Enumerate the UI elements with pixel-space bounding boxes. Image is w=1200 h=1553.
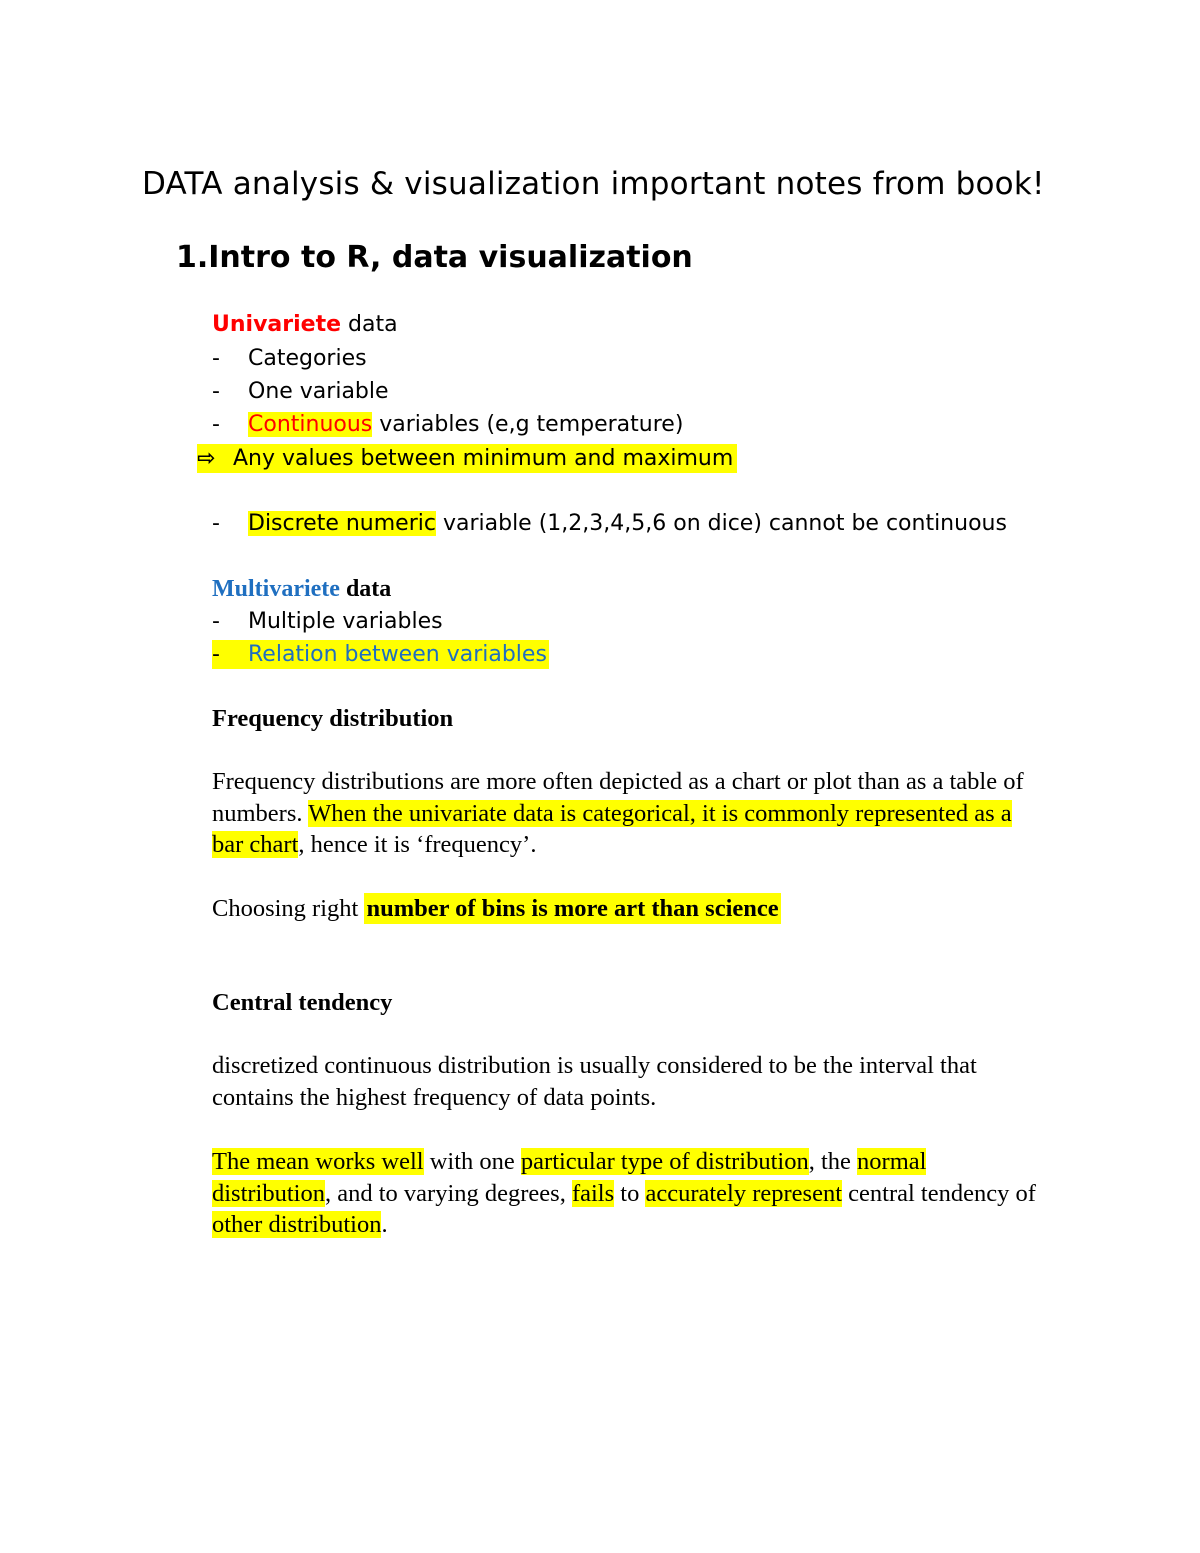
mean-text: , the xyxy=(808,1148,858,1175)
list-item-text: One variable xyxy=(248,379,389,404)
discrete-rest: variable (1,2,3,4,5,6 on dice) cannot be continuous xyxy=(435,511,1007,536)
document-title: DATA analysis & visualization important notes from book! xyxy=(142,166,1045,202)
list-item xyxy=(212,640,549,669)
list-item xyxy=(212,346,367,371)
continuous-rest: variables (e,g temperature) xyxy=(372,412,684,437)
arrow-note-text: Any values between minimum and maximum xyxy=(233,446,734,471)
mean-text: to xyxy=(614,1179,646,1207)
list-item-text: Multiple variables xyxy=(248,609,443,634)
multivariate-label-rest: data xyxy=(339,576,392,602)
dash-icon: - xyxy=(212,379,220,404)
mean-highlight: fails xyxy=(571,1179,615,1207)
dash-icon: - xyxy=(212,642,220,667)
frequency-paragraph xyxy=(212,766,1042,861)
continuous-label: Continuous xyxy=(248,412,373,437)
mean-highlight: normal distribution xyxy=(212,1148,927,1207)
frequency-text: Frequency distributions are more often depicted as a chart or plot than as a table of numbers. xyxy=(212,768,1024,827)
mean-text: with one xyxy=(423,1148,521,1175)
mean-paragraph xyxy=(212,1146,1042,1241)
dash-icon: - xyxy=(212,511,220,536)
central-heading: Central tendency xyxy=(212,989,393,1016)
mean-text: central tendency of xyxy=(842,1179,1036,1207)
arrow-note xyxy=(197,444,737,473)
bins-text: Choosing right xyxy=(212,895,365,922)
list-item xyxy=(212,609,443,634)
list-item-text: Categories xyxy=(248,346,367,371)
mean-text: , and to varying degrees, xyxy=(324,1179,572,1207)
frequency-text: , hence it is ‘frequency’. xyxy=(298,831,537,858)
univariate-heading xyxy=(212,312,398,337)
bins-highlight: number of bins is more art than science xyxy=(366,895,779,922)
dash-icon: - xyxy=(212,609,220,634)
frequency-highlight: When the univariate data is categorical, it is commonly represented as a bar chart xyxy=(212,799,1012,858)
arrow-right-icon: ⇨ xyxy=(197,446,216,471)
univariate-label-rest: data xyxy=(341,312,398,337)
mean-text: . xyxy=(381,1211,388,1238)
frequency-heading: Frequency distribution xyxy=(212,705,454,732)
mean-highlight: other distribution xyxy=(212,1211,382,1238)
list-item xyxy=(212,412,683,437)
list-item xyxy=(212,511,1007,536)
central-paragraph: discretized continuous distribution is usually considered to be the interval that contains the highest frequency of data points. xyxy=(212,1052,977,1111)
section-heading: 1.Intro to R, data visualization xyxy=(176,240,693,275)
relation-item-text: Relation between variables xyxy=(248,642,547,667)
dash-icon: - xyxy=(212,346,220,371)
bins-paragraph xyxy=(212,893,1042,925)
mean-highlight: The mean works well xyxy=(212,1148,424,1175)
univariate-label: Univariete xyxy=(212,312,342,337)
dash-icon: - xyxy=(212,412,220,437)
discrete-label: Discrete numeric xyxy=(248,511,436,536)
mean-highlight: particular type of distribution xyxy=(520,1148,809,1175)
list-item xyxy=(212,379,389,404)
mean-highlight: accurately represent xyxy=(645,1179,843,1207)
multivariate-heading xyxy=(212,576,391,603)
multivariate-label: Multivariete xyxy=(212,576,340,602)
